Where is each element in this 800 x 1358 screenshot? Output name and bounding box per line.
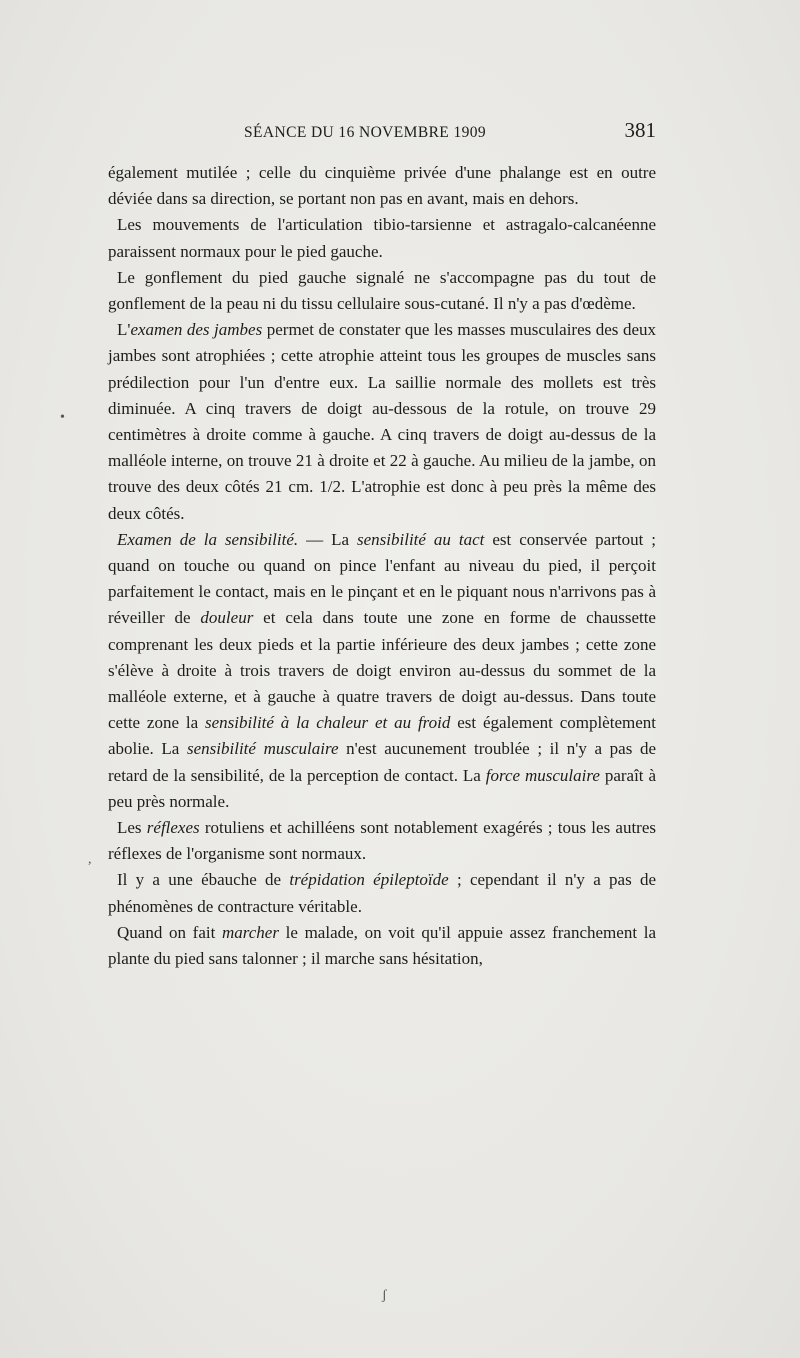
- paragraph-3: Le gonflement du pied gauche signalé ne s'accompagne pas du tout de gonflement de la peau ni du tissu cellulaire sous-cutané. Il n'y a pas d'œdème.: [108, 267, 656, 314]
- margin-comma-mark: ,: [88, 852, 92, 867]
- paragraph-2: Les mouvements de l'articulation tibio-tarsienne et astragalo-calcanéenne paraissent normaux pour le pied gauche.: [108, 215, 656, 261]
- body-text: [108, 160, 656, 972]
- margin-stray-mark: ʃ: [382, 1288, 387, 1303]
- margin-dot-mark: •: [60, 410, 65, 425]
- paragraph-5: Examen de la sensibilité. — La sensibilité au tact est conservée partout ; quand on touche ou quand on pince l'enfant au niveau du pied, il perçoit parfaitement le contact, mais en le pinçant et en le piquant nous n'arrivons pas à réveiller de douleur et cela dans toute une zone en forme de chaussette comprenant les deux pieds et la partie inférieure des deux jambes ; cette zone s'élève à droite à trois travers de doigt environ au-dessus du sommet de la malléole externe, et à gauche à quatre travers de doigt au-dessus. Dans toute cette zone la sensibilité à la chaleur et au froid est également complètement abolie. La sensibilité musculaire n'est aucunement troublée ; il n'y a pas de retard de la sensibilité, de la perception de contact. La force musculaire paraît à peu près normale.: [108, 529, 657, 811]
- page-header: [108, 118, 656, 148]
- paragraph-1: également mutilée ; celle du cinquième privée d'une phalange est en outre déviée dans sa direction, se portant non pas en avant, mais en dehors.: [108, 163, 656, 209]
- paragraph-7: Il y a une ébauche de trépidation épileptoïde ; cependant il n'y a pas de phénomènes de contracture véritable.: [108, 870, 656, 916]
- page-number: 381: [624, 118, 656, 142]
- paragraph-6: Les réflexes rotuliens et achilléens sont notablement exagérés ; tous les autres réflexes de l'organisme sont normaux.: [108, 818, 657, 864]
- paragraph-4: L'examen des jambes permet de constater que les masses musculaires des deux jambes sont atrophiées ; cette atrophie atteint tous les groupes de muscles sans prédilection pour l'un d'entre eux. La saillie normale des mollets est très diminuée. A cinq travers de doigt au-dessous de la rotule, on trouve 29 centimètres à droite comme à gauche. A cinq travers de doigt au-dessus de la malléole interne, on trouve 21 à droite et 22 à gauche. Au milieu de la jambe, on trouve des deux côtés 21 cm. 1/2. L'atrophie est donc à peu près la même des deux côtés.: [108, 320, 656, 523]
- running-head: SÉANCE DU 16 NOVEMBRE 1909: [244, 124, 487, 141]
- paragraph-8: Quand on fait marcher le malade, on voit qu'il appuie assez franchement la plante du pied sans talonner ; il marche sans hésitation,: [108, 922, 656, 969]
